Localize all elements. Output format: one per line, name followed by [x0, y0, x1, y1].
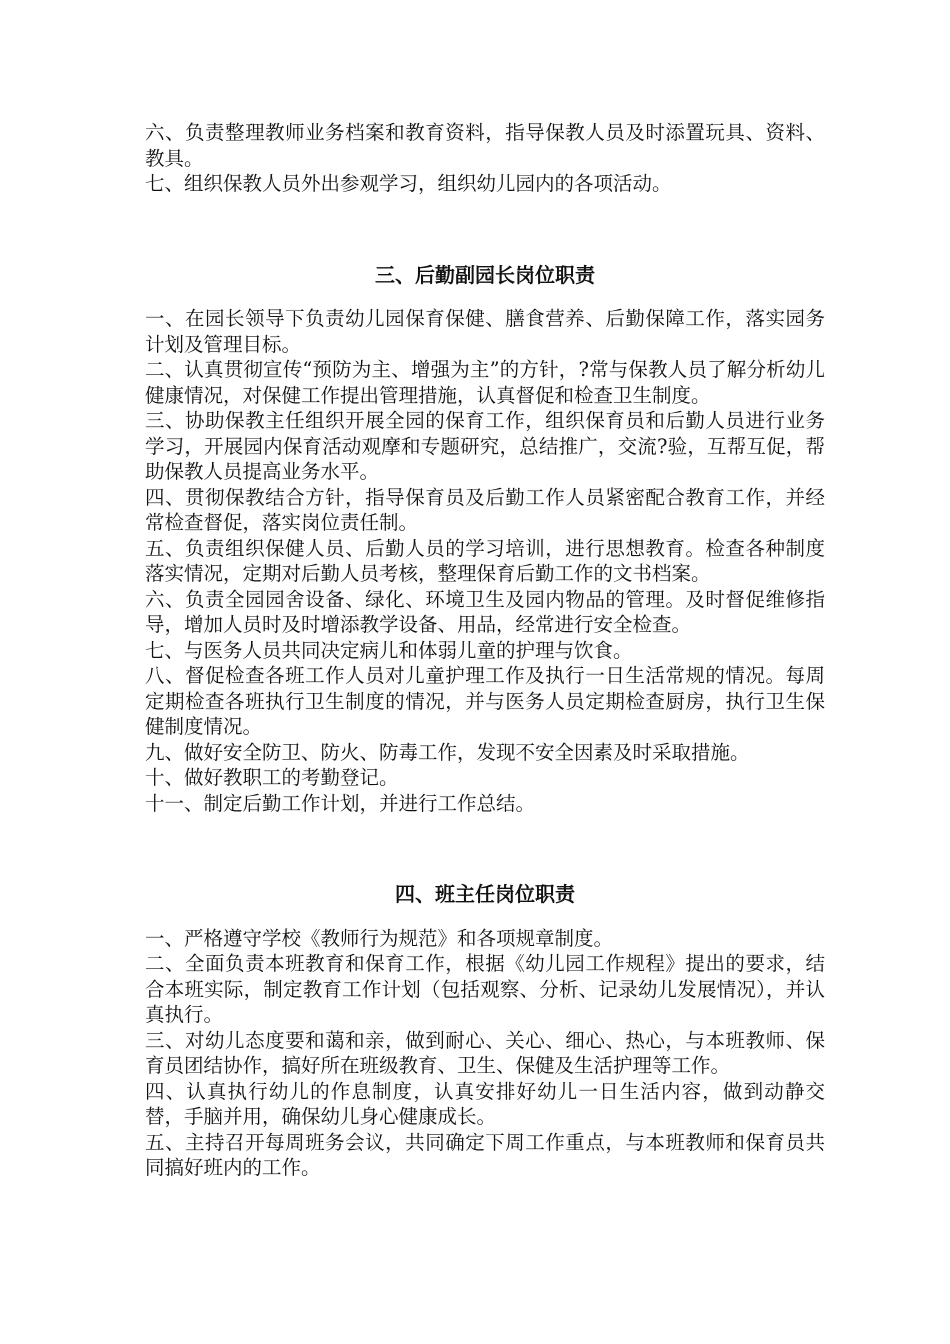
- section3-item-6: 六、负责全园园舍设备、绿化、环境卫生及园内物品的管理。及时督促维修指导，增加人员时及时增添教学设备、用品，经常进行安全检查。: [145, 587, 825, 636]
- section2-item-7: 七、组织保教人员外出参观学习，组织幼儿园内的各项活动。: [145, 172, 672, 195]
- section4-item-3: 三、对幼儿态度要和蔼和亲，做到耐心、关心、细心、热心，与本班教师、保育员团结协作，搞好所在班级教育、卫生、保健及生活护理等工作。: [145, 1028, 825, 1077]
- section3-item-2: 二、认真贯彻宣传“预防为主、增强为主”的方针，?常与保教人员了解分析幼儿健康情况，对保健工作提出管理措施，认真督促和检查卫生制度。: [145, 358, 825, 407]
- section4-title: 四、班主任岗位职责: [395, 882, 575, 906]
- section3-item-1: 一、在园长领导下负责幼儿园保育保健、膳食营养、后勤保障工作，落实园务计划及管理目标。: [145, 307, 825, 356]
- section3-item-4: 四、贯彻保教结合方针，指导保育员及后勤工作人员紧密配合教育工作，并经常检查督促，落实岗位责任制。: [145, 485, 825, 534]
- section3-item-11: 十一、制定后勤工作计划，并进行工作总结。: [145, 791, 536, 815]
- section3-title: 三、后勤副园长岗位职责: [375, 262, 595, 287]
- section3-item-10: 十、做好教职工的考勤登记。: [145, 766, 399, 789]
- section4-item-2: 二、全面负责本班教育和保育工作，根据《幼儿园工作规程》提出的要求，结合本班实际，制定教育工作计划（包括观察、分析、记录幼儿发展情况），并认真执行。: [145, 952, 825, 1026]
- section4-item-1: 一、严格遵守学校《教师行为规范》和各项规章制度。: [145, 926, 614, 950]
- section4-item-4: 四、认真执行幼儿的作息制度，认真安排好幼儿一日生活内容，做到动静交替，手脑并用，确保幼儿身心健康成长。: [145, 1079, 825, 1128]
- section3-item-9: 九、做好安全防卫、防火、防毒工作，发现不安全因素及时采取措施。: [145, 740, 750, 764]
- section3-item-7: 七、与医务人员共同决定病儿和体弱儿童的护理与饮食。: [145, 638, 633, 662]
- section2-item-6: 六、负责整理教师业务档案和教育资料，指导保教人员及时添置玩具、资料、教具。: [145, 121, 825, 170]
- section4-item-5: 五、主持召开每周班务会议，共同确定下周工作重点，与本班教师和保育员共同搞好班内的工作。: [145, 1130, 825, 1179]
- section3-item-8: 八、督促检查各班工作人员对儿童护理工作及执行一日生活常规的情况。每周定期检查各班执行卫生制度的情况，并与医务人员定期检查厨房，执行卫生保健制度情况。: [145, 664, 825, 738]
- section3-item-3: 三、协助保教主任组织开展全园的保育工作，组织保育员和后勤人员进行业务学习，开展园内保育活动观摩和专题研究，总结推广，交流?验，互帮互促，帮助保教人员提高业务水平。: [145, 409, 825, 483]
- section3-item-5: 五、负责组织保健人员、后勤人员的学习培训，进行思想教育。检查各种制度落实情况，定期对后勤人员考核，整理保育后勤工作的文书档案。: [145, 536, 825, 585]
